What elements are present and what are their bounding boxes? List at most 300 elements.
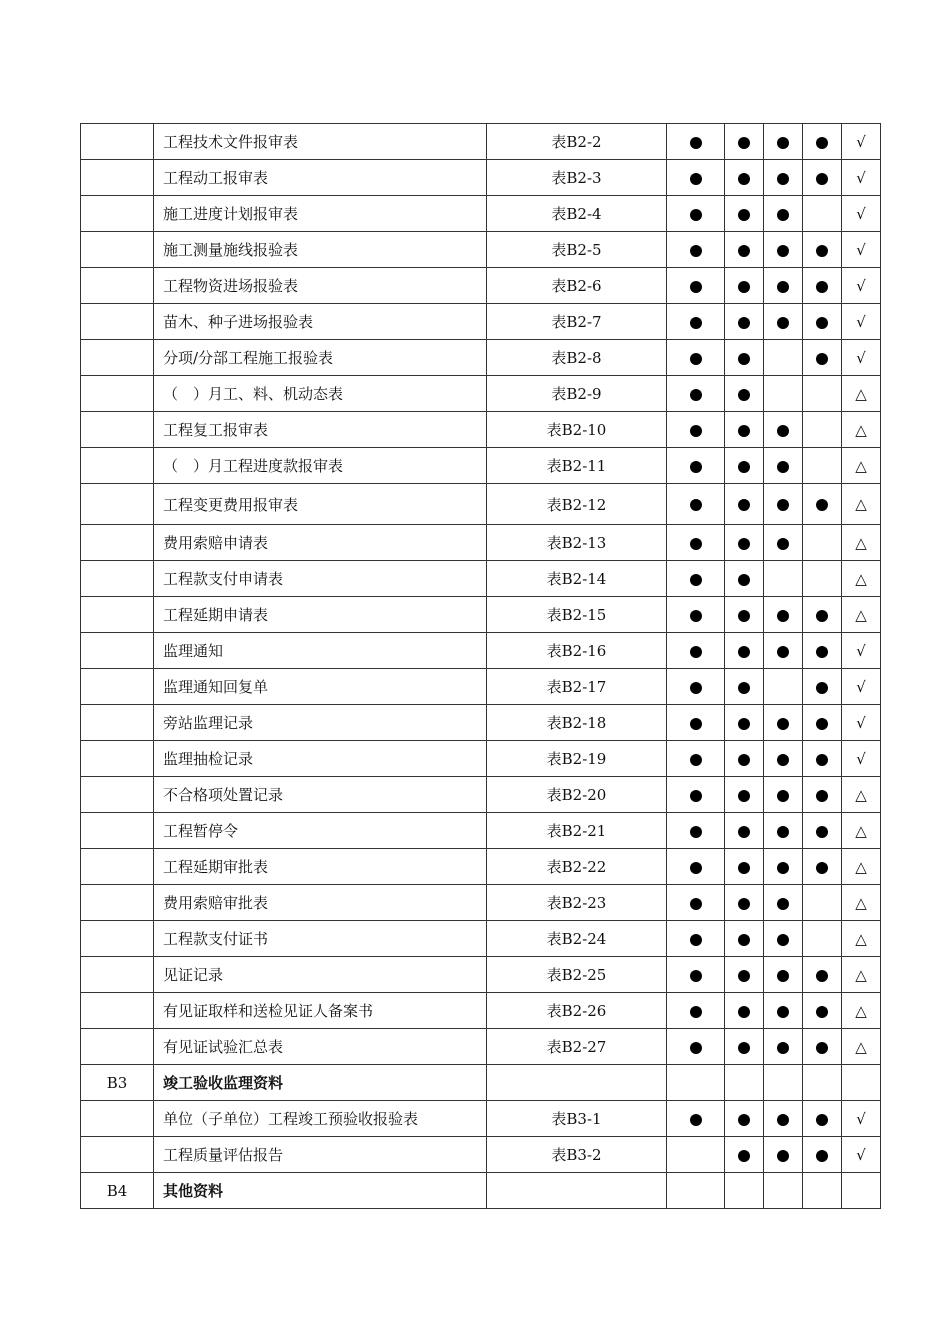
filled-dot-icon — [690, 790, 702, 802]
mark-cell-3 — [764, 525, 803, 561]
document-name-cell: 工程复工报审表 — [154, 412, 487, 448]
mark-cell-1 — [667, 340, 725, 376]
mark-cell-1 — [667, 160, 725, 196]
result-symbol: △ — [855, 893, 867, 912]
filled-dot-icon — [777, 610, 789, 622]
result-symbol: √ — [856, 749, 866, 768]
mark-cell-4 — [803, 448, 842, 484]
document-name-cell: 旁站监理记录 — [154, 705, 487, 741]
mark-cell-2 — [725, 669, 764, 705]
mark-cell-2 — [725, 633, 764, 669]
mark-cell-1 — [667, 993, 725, 1029]
mark-cell-2 — [725, 160, 764, 196]
mark-cell-2 — [725, 124, 764, 160]
mark-cell-1 — [667, 268, 725, 304]
filled-dot-icon — [738, 934, 750, 946]
filled-dot-icon — [690, 499, 702, 511]
filled-dot-icon — [777, 499, 789, 511]
filled-dot-icon — [690, 646, 702, 658]
document-name-cell: 不合格项处置记录 — [154, 777, 487, 813]
result-mark-cell — [842, 669, 881, 705]
filled-dot-icon — [816, 353, 828, 365]
filled-dot-icon — [777, 790, 789, 802]
mark-cell-4 — [803, 813, 842, 849]
form-number-cell — [487, 1173, 667, 1209]
mark-cell-2 — [725, 448, 764, 484]
document-name-cell: 监理抽检记录 — [154, 741, 487, 777]
result-mark-cell — [842, 1173, 881, 1209]
filled-dot-icon — [777, 970, 789, 982]
document-name-cell: 竣工验收监理资料 — [154, 1065, 487, 1101]
form-number-cell: 表B3-2 — [487, 1137, 667, 1173]
form-number-cell: 表B2-19 — [487, 741, 667, 777]
mark-cell-4 — [803, 1029, 842, 1065]
table-row — [81, 448, 881, 484]
filled-dot-icon — [690, 281, 702, 293]
mark-cell-1 — [667, 1173, 725, 1209]
filled-dot-icon — [816, 1006, 828, 1018]
filled-dot-icon — [777, 1042, 789, 1054]
filled-dot-icon — [690, 610, 702, 622]
result-mark-cell — [842, 885, 881, 921]
mark-cell-4 — [803, 597, 842, 633]
table-row — [81, 669, 881, 705]
mark-cell-3 — [764, 633, 803, 669]
mark-cell-1 — [667, 885, 725, 921]
filled-dot-icon — [777, 137, 789, 149]
mark-cell-1 — [667, 1029, 725, 1065]
filled-dot-icon — [738, 425, 750, 437]
mark-cell-4 — [803, 160, 842, 196]
result-mark-cell — [842, 741, 881, 777]
mark-cell-1 — [667, 1137, 725, 1173]
mark-cell-4 — [803, 993, 842, 1029]
result-symbol: √ — [856, 677, 866, 696]
mark-cell-3 — [764, 196, 803, 232]
category-code-cell — [81, 268, 154, 304]
filled-dot-icon — [738, 790, 750, 802]
category-code-cell — [81, 304, 154, 340]
mark-cell-3 — [764, 885, 803, 921]
filled-dot-icon — [738, 389, 750, 401]
mark-cell-1 — [667, 412, 725, 448]
mark-cell-3 — [764, 741, 803, 777]
mark-cell-3 — [764, 993, 803, 1029]
filled-dot-icon — [690, 353, 702, 365]
filled-dot-icon — [777, 425, 789, 437]
filled-dot-icon — [690, 1042, 702, 1054]
mark-cell-3 — [764, 304, 803, 340]
form-number-cell: 表B2-4 — [487, 196, 667, 232]
result-symbol: √ — [856, 312, 866, 331]
mark-cell-3 — [764, 268, 803, 304]
mark-cell-3 — [764, 957, 803, 993]
mark-cell-2 — [725, 885, 764, 921]
filled-dot-icon — [690, 826, 702, 838]
result-mark-cell — [842, 777, 881, 813]
filled-dot-icon — [738, 1042, 750, 1054]
result-mark-cell — [842, 268, 881, 304]
result-symbol: △ — [855, 965, 867, 984]
mark-cell-1 — [667, 448, 725, 484]
document-name-cell: 费用索赔申请表 — [154, 525, 487, 561]
mark-cell-4 — [803, 340, 842, 376]
table-row — [81, 705, 881, 741]
category-code-cell — [81, 484, 154, 525]
form-number-cell: 表B2-25 — [487, 957, 667, 993]
filled-dot-icon — [816, 682, 828, 694]
result-mark-cell — [842, 376, 881, 412]
table-row — [81, 1137, 881, 1173]
mark-cell-4 — [803, 1065, 842, 1101]
category-code-cell — [81, 885, 154, 921]
result-mark-cell — [842, 849, 881, 885]
mark-cell-3 — [764, 1065, 803, 1101]
filled-dot-icon — [738, 718, 750, 730]
table-row — [81, 921, 881, 957]
table-row — [81, 561, 881, 597]
document-name-cell: 工程延期审批表 — [154, 849, 487, 885]
result-mark-cell — [842, 1137, 881, 1173]
category-code-cell — [81, 597, 154, 633]
mark-cell-4 — [803, 633, 842, 669]
mark-cell-4 — [803, 741, 842, 777]
mark-cell-2 — [725, 849, 764, 885]
mark-cell-4 — [803, 196, 842, 232]
form-number-cell: 表B2-17 — [487, 669, 667, 705]
form-number-cell: 表B2-5 — [487, 232, 667, 268]
result-mark-cell — [842, 232, 881, 268]
mark-cell-3 — [764, 412, 803, 448]
mark-cell-1 — [667, 777, 725, 813]
table-row — [81, 597, 881, 633]
result-mark-cell — [842, 525, 881, 561]
result-mark-cell — [842, 957, 881, 993]
category-code-cell — [81, 705, 154, 741]
filled-dot-icon — [777, 281, 789, 293]
filled-dot-icon — [738, 461, 750, 473]
filled-dot-icon — [738, 245, 750, 257]
filled-dot-icon — [777, 317, 789, 329]
result-mark-cell — [842, 304, 881, 340]
mark-cell-4 — [803, 561, 842, 597]
filled-dot-icon — [690, 317, 702, 329]
filled-dot-icon — [777, 245, 789, 257]
mark-cell-2 — [725, 268, 764, 304]
document-name-cell: 苗木、种子进场报验表 — [154, 304, 487, 340]
result-symbol: √ — [856, 276, 866, 295]
mark-cell-1 — [667, 669, 725, 705]
document-name-cell: （ ）月工、料、机动态表 — [154, 376, 487, 412]
form-number-cell: 表B2-15 — [487, 597, 667, 633]
filled-dot-icon — [738, 173, 750, 185]
table-row — [81, 1101, 881, 1137]
filled-dot-icon — [816, 826, 828, 838]
filled-dot-icon — [738, 574, 750, 586]
document-name-cell: 工程物资进场报验表 — [154, 268, 487, 304]
mark-cell-2 — [725, 921, 764, 957]
mark-cell-2 — [725, 705, 764, 741]
category-code-cell — [81, 376, 154, 412]
table-row — [81, 777, 881, 813]
category-code-cell — [81, 160, 154, 196]
mark-cell-2 — [725, 1029, 764, 1065]
mark-cell-3 — [764, 669, 803, 705]
result-mark-cell — [842, 124, 881, 160]
document-name-cell: 工程技术文件报审表 — [154, 124, 487, 160]
form-number-cell: 表B2-23 — [487, 885, 667, 921]
table-row — [81, 813, 881, 849]
category-code-cell — [81, 232, 154, 268]
filled-dot-icon — [738, 1114, 750, 1126]
mark-cell-1 — [667, 597, 725, 633]
filled-dot-icon — [816, 173, 828, 185]
mark-cell-2 — [725, 232, 764, 268]
form-number-cell: 表B2-11 — [487, 448, 667, 484]
result-symbol: △ — [855, 1001, 867, 1020]
result-mark-cell — [842, 1065, 881, 1101]
mark-cell-4 — [803, 669, 842, 705]
table-row — [81, 340, 881, 376]
filled-dot-icon — [816, 970, 828, 982]
document-name-cell: 工程延期申请表 — [154, 597, 487, 633]
document-name-cell: 工程变更费用报审表 — [154, 484, 487, 525]
mark-cell-4 — [803, 124, 842, 160]
category-code-cell — [81, 412, 154, 448]
filled-dot-icon — [738, 610, 750, 622]
mark-cell-1 — [667, 849, 725, 885]
mark-cell-2 — [725, 196, 764, 232]
result-symbol: △ — [855, 495, 867, 513]
mark-cell-1 — [667, 376, 725, 412]
form-number-cell — [487, 1065, 667, 1101]
filled-dot-icon — [777, 754, 789, 766]
filled-dot-icon — [777, 173, 789, 185]
mark-cell-4 — [803, 232, 842, 268]
form-number-cell: 表B2-26 — [487, 993, 667, 1029]
mark-cell-3 — [764, 484, 803, 525]
result-symbol: √ — [856, 1145, 866, 1164]
mark-cell-4 — [803, 705, 842, 741]
category-code-cell — [81, 561, 154, 597]
table-row — [81, 376, 881, 412]
filled-dot-icon — [690, 209, 702, 221]
table-row — [81, 885, 881, 921]
filled-dot-icon — [738, 1150, 750, 1162]
mark-cell-3 — [764, 1101, 803, 1137]
mark-cell-2 — [725, 484, 764, 525]
mark-cell-1 — [667, 124, 725, 160]
document-name-cell: 见证记录 — [154, 957, 487, 993]
result-symbol: △ — [855, 605, 867, 624]
mark-cell-4 — [803, 921, 842, 957]
filled-dot-icon — [777, 1150, 789, 1162]
document-name-cell: 施工测量施线报验表 — [154, 232, 487, 268]
form-number-cell: 表B2-24 — [487, 921, 667, 957]
category-code-cell — [81, 849, 154, 885]
filled-dot-icon — [816, 718, 828, 730]
filled-dot-icon — [777, 862, 789, 874]
filled-dot-icon — [816, 1150, 828, 1162]
mark-cell-3 — [764, 124, 803, 160]
filled-dot-icon — [690, 137, 702, 149]
mark-cell-4 — [803, 777, 842, 813]
filled-dot-icon — [816, 317, 828, 329]
filled-dot-icon — [690, 718, 702, 730]
result-mark-cell — [842, 993, 881, 1029]
filled-dot-icon — [738, 209, 750, 221]
mark-cell-3 — [764, 561, 803, 597]
category-code-cell — [81, 741, 154, 777]
form-number-cell: 表B2-20 — [487, 777, 667, 813]
document-name-cell: （ ）月工程进度款报审表 — [154, 448, 487, 484]
category-code-cell — [81, 340, 154, 376]
filled-dot-icon — [816, 610, 828, 622]
filled-dot-icon — [777, 898, 789, 910]
mark-cell-3 — [764, 340, 803, 376]
mark-cell-1 — [667, 304, 725, 340]
mark-cell-2 — [725, 813, 764, 849]
form-number-cell: 表B2-3 — [487, 160, 667, 196]
document-name-cell: 分项/分部工程施工报验表 — [154, 340, 487, 376]
result-mark-cell — [842, 340, 881, 376]
filled-dot-icon — [777, 646, 789, 658]
category-code-cell — [81, 633, 154, 669]
form-number-cell: 表B2-22 — [487, 849, 667, 885]
mark-cell-3 — [764, 448, 803, 484]
mark-cell-1 — [667, 484, 725, 525]
result-mark-cell — [842, 813, 881, 849]
filled-dot-icon — [690, 574, 702, 586]
category-code-cell — [81, 1137, 154, 1173]
mark-cell-3 — [764, 777, 803, 813]
result-mark-cell — [842, 448, 881, 484]
mark-cell-2 — [725, 597, 764, 633]
result-mark-cell — [842, 633, 881, 669]
result-mark-cell — [842, 561, 881, 597]
result-mark-cell — [842, 1029, 881, 1065]
form-number-cell: 表B2-7 — [487, 304, 667, 340]
mark-cell-1 — [667, 561, 725, 597]
result-mark-cell — [842, 484, 881, 525]
mark-cell-3 — [764, 813, 803, 849]
archive-table — [80, 123, 881, 1209]
result-mark-cell — [842, 196, 881, 232]
result-symbol: √ — [856, 1109, 866, 1128]
mark-cell-3 — [764, 705, 803, 741]
mark-cell-2 — [725, 1065, 764, 1101]
mark-cell-2 — [725, 304, 764, 340]
filled-dot-icon — [816, 1114, 828, 1126]
result-symbol: √ — [856, 132, 866, 151]
document-name-cell: 监理通知 — [154, 633, 487, 669]
table-row — [81, 849, 881, 885]
document-name-cell: 有见证取样和送检见证人备案书 — [154, 993, 487, 1029]
filled-dot-icon — [690, 538, 702, 550]
category-code-cell — [81, 669, 154, 705]
mark-cell-2 — [725, 1137, 764, 1173]
filled-dot-icon — [738, 499, 750, 511]
filled-dot-icon — [690, 461, 702, 473]
result-symbol: √ — [856, 168, 866, 187]
filled-dot-icon — [738, 682, 750, 694]
mark-cell-1 — [667, 957, 725, 993]
mark-cell-2 — [725, 777, 764, 813]
category-code-cell — [81, 777, 154, 813]
table-row — [81, 160, 881, 196]
form-number-cell: 表B2-18 — [487, 705, 667, 741]
form-number-cell: 表B2-13 — [487, 525, 667, 561]
category-code-cell: B4 — [81, 1173, 154, 1209]
filled-dot-icon — [690, 934, 702, 946]
result-symbol: △ — [855, 533, 867, 552]
filled-dot-icon — [777, 461, 789, 473]
category-code-cell — [81, 448, 154, 484]
result-symbol: △ — [855, 456, 867, 475]
filled-dot-icon — [690, 389, 702, 401]
mark-cell-4 — [803, 849, 842, 885]
mark-cell-2 — [725, 525, 764, 561]
result-symbol: △ — [855, 785, 867, 804]
filled-dot-icon — [816, 137, 828, 149]
mark-cell-4 — [803, 957, 842, 993]
result-symbol: △ — [855, 857, 867, 876]
document-name-cell: 有见证试验汇总表 — [154, 1029, 487, 1065]
filled-dot-icon — [816, 754, 828, 766]
mark-cell-3 — [764, 597, 803, 633]
filled-dot-icon — [738, 538, 750, 550]
filled-dot-icon — [690, 1114, 702, 1126]
mark-cell-1 — [667, 741, 725, 777]
mark-cell-2 — [725, 1173, 764, 1209]
document-name-cell: 工程暂停令 — [154, 813, 487, 849]
mark-cell-3 — [764, 376, 803, 412]
table-row — [81, 412, 881, 448]
form-number-cell: 表B2-2 — [487, 124, 667, 160]
result-symbol: △ — [855, 1037, 867, 1056]
mark-cell-4 — [803, 268, 842, 304]
document-name-cell: 其他资料 — [154, 1173, 487, 1209]
mark-cell-1 — [667, 633, 725, 669]
filled-dot-icon — [738, 646, 750, 658]
mark-cell-1 — [667, 525, 725, 561]
mark-cell-3 — [764, 1173, 803, 1209]
filled-dot-icon — [816, 862, 828, 874]
mark-cell-1 — [667, 1065, 725, 1101]
filled-dot-icon — [690, 970, 702, 982]
table-row — [81, 741, 881, 777]
mark-cell-4 — [803, 484, 842, 525]
mark-cell-4 — [803, 1173, 842, 1209]
filled-dot-icon — [738, 1006, 750, 1018]
document-name-cell: 工程动工报审表 — [154, 160, 487, 196]
form-number-cell: 表B2-10 — [487, 412, 667, 448]
filled-dot-icon — [738, 862, 750, 874]
result-symbol: △ — [855, 420, 867, 439]
mark-cell-2 — [725, 1101, 764, 1137]
table-row — [81, 232, 881, 268]
document-name-cell: 费用索赔审批表 — [154, 885, 487, 921]
category-code-cell — [81, 813, 154, 849]
result-symbol: √ — [856, 713, 866, 732]
mark-cell-3 — [764, 160, 803, 196]
filled-dot-icon — [816, 499, 828, 511]
form-number-cell: 表B3-1 — [487, 1101, 667, 1137]
result-symbol: △ — [855, 821, 867, 840]
mark-cell-2 — [725, 376, 764, 412]
filled-dot-icon — [690, 862, 702, 874]
mark-cell-3 — [764, 232, 803, 268]
